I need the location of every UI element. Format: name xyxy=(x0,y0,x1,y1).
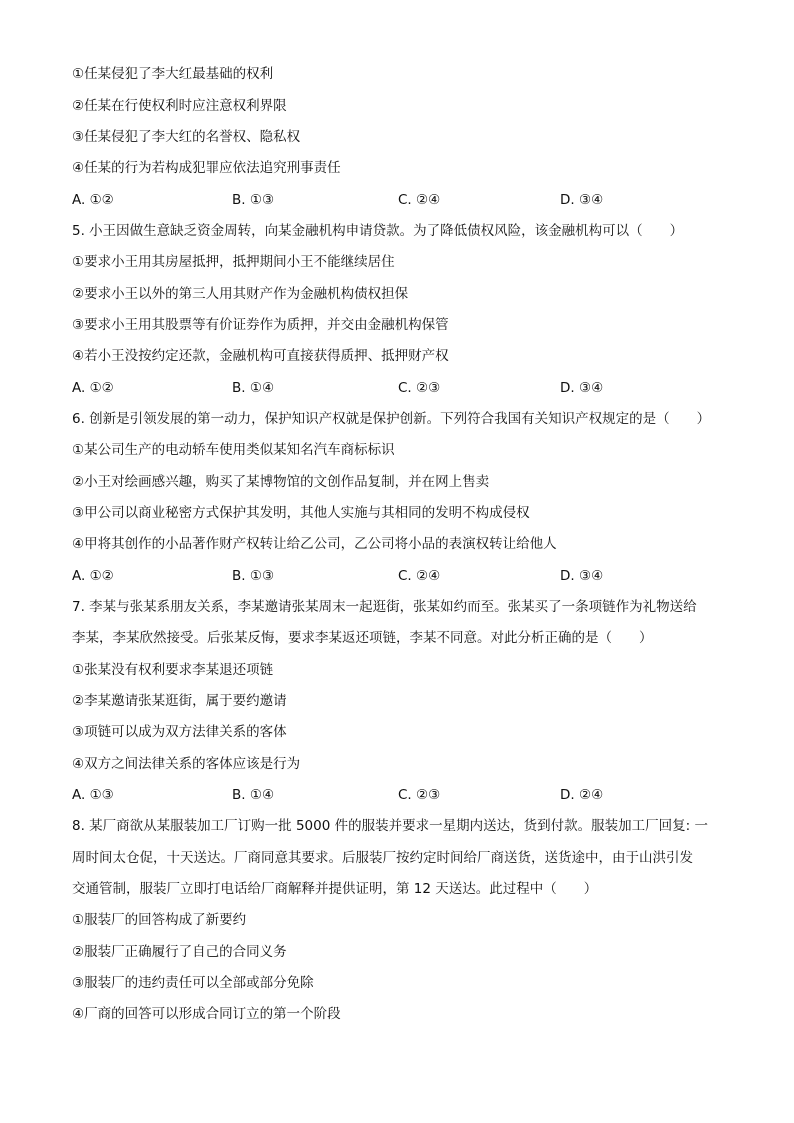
q7-option-c: C. ②③ xyxy=(398,787,441,803)
q4-option-d: D. ③④ xyxy=(560,192,604,208)
q8-statement-2: ②服装厂正确履行了自己的合同义务 xyxy=(72,944,287,960)
q6-options xyxy=(72,566,732,586)
q4-statement-4: ④任某的行为若构成犯罪应依法追究刑事责任 xyxy=(72,160,341,176)
q6-statement-1: ①某公司生产的电动轿车使用类似某知名汽车商标标识 xyxy=(72,442,395,458)
q5-options xyxy=(72,378,732,398)
q5-option-c: C. ②③ xyxy=(398,380,441,396)
q7-statement-4: ④双方之间法律关系的客体应该是行为 xyxy=(72,756,301,772)
q5-statement-3: ③要求小王用其股票等有价证券作为质押，并交由金融机构保管 xyxy=(72,317,449,333)
q8-stem-line-1: 8. 某厂商欲从某服装加工厂订购一批 5000 件的服装并要求一星期内送达，货到付款。服装加工厂回复: 一 xyxy=(72,818,708,834)
q5-option-b: B. ①④ xyxy=(232,380,275,396)
q8-stem-line-2: 周时间太仓促，十天送达。厂商同意其要求。后服装厂按约定时间给厂商送货，送货途中，由于山洪引发 xyxy=(72,850,693,866)
q8-statement-4: ④厂商的回答可以形成合同订立的第一个阶段 xyxy=(72,1006,341,1022)
q7-stem-line-1: 7. 李某与张某系朋友关系，李某邀请张某周末一起逛街，张某如约而至。张某买了一条项链作为礼物送给 xyxy=(72,599,697,615)
q6-statement-4: ④甲将其创作的小品著作财产权转让给乙公司，乙公司将小品的表演权转让给他人 xyxy=(72,536,557,552)
q6-statement-3: ③甲公司以商业秘密方式保护其发明，其他人实施与其相同的发明不构成侵权 xyxy=(72,505,530,521)
q5-stem: 5. 小王因做生意缺乏资金周转，向某金融机构申请贷款。为了降低债权风险，该金融机构可以（ ） xyxy=(72,223,684,239)
q4-statement-1: ①任某侵犯了李大红最基础的权利 xyxy=(72,66,274,82)
q7-option-a: A. ①③ xyxy=(72,787,114,803)
q4-option-b: B. ①③ xyxy=(232,192,275,208)
q7-statement-1: ①张某没有权利要求李某退还项链 xyxy=(72,662,274,678)
q8-stem-line-3: 交通管制，服装厂立即打电话给厂商解释并提供证明，第 12 天送达。此过程中（ ） xyxy=(72,881,598,897)
q7-option-d: D. ②④ xyxy=(560,787,604,803)
q4-option-a: A. ①② xyxy=(72,192,114,208)
q4-option-c: C. ②④ xyxy=(398,192,441,208)
q6-option-d: D. ③④ xyxy=(560,568,604,584)
q5-statement-1: ①要求小王用其房屋抵押，抵押期间小王不能继续居住 xyxy=(72,254,395,270)
q7-statement-2: ②李某邀请张某逛街，属于要约邀请 xyxy=(72,693,287,709)
q7-statement-3: ③项链可以成为双方法律关系的客体 xyxy=(72,724,287,740)
q4-statement-2: ②任某在行使权利时应注意权利界限 xyxy=(72,98,287,114)
q6-stem: 6. 创新是引领发展的第一动力，保护知识产权就是保护创新。下列符合我国有关知识产权规定的是（ ） xyxy=(72,411,711,427)
q6-option-b: B. ①③ xyxy=(232,568,275,584)
q5-statement-4: ④若小王没按约定还款，金融机构可直接获得质押、抵押财产权 xyxy=(72,348,449,364)
q5-statement-2: ②要求小王以外的第三人用其财产作为金融机构债权担保 xyxy=(72,286,409,302)
q6-option-c: C. ②④ xyxy=(398,568,441,584)
q8-statement-1: ①服装厂的回答构成了新要约 xyxy=(72,912,247,928)
q6-option-a: A. ①② xyxy=(72,568,114,584)
q4-options xyxy=(72,190,732,210)
q5-option-d: D. ③④ xyxy=(560,380,604,396)
q7-stem-line-2: 李某，李某欣然接受。后张某反悔，要求李某返还项链，李某不同意。对此分析正确的是（ ） xyxy=(72,630,653,646)
q7-option-b: B. ①④ xyxy=(232,787,275,803)
q7-options xyxy=(72,785,732,805)
q6-statement-2: ②小王对绘画感兴趣，购买了某博物馆的文创作品复制，并在网上售卖 xyxy=(72,474,490,490)
q5-option-a: A. ①② xyxy=(72,380,114,396)
q4-statement-3: ③任某侵犯了李大红的名誉权、隐私权 xyxy=(72,129,301,145)
q8-statement-3: ③服装厂的违约责任可以全部或部分免除 xyxy=(72,975,314,991)
